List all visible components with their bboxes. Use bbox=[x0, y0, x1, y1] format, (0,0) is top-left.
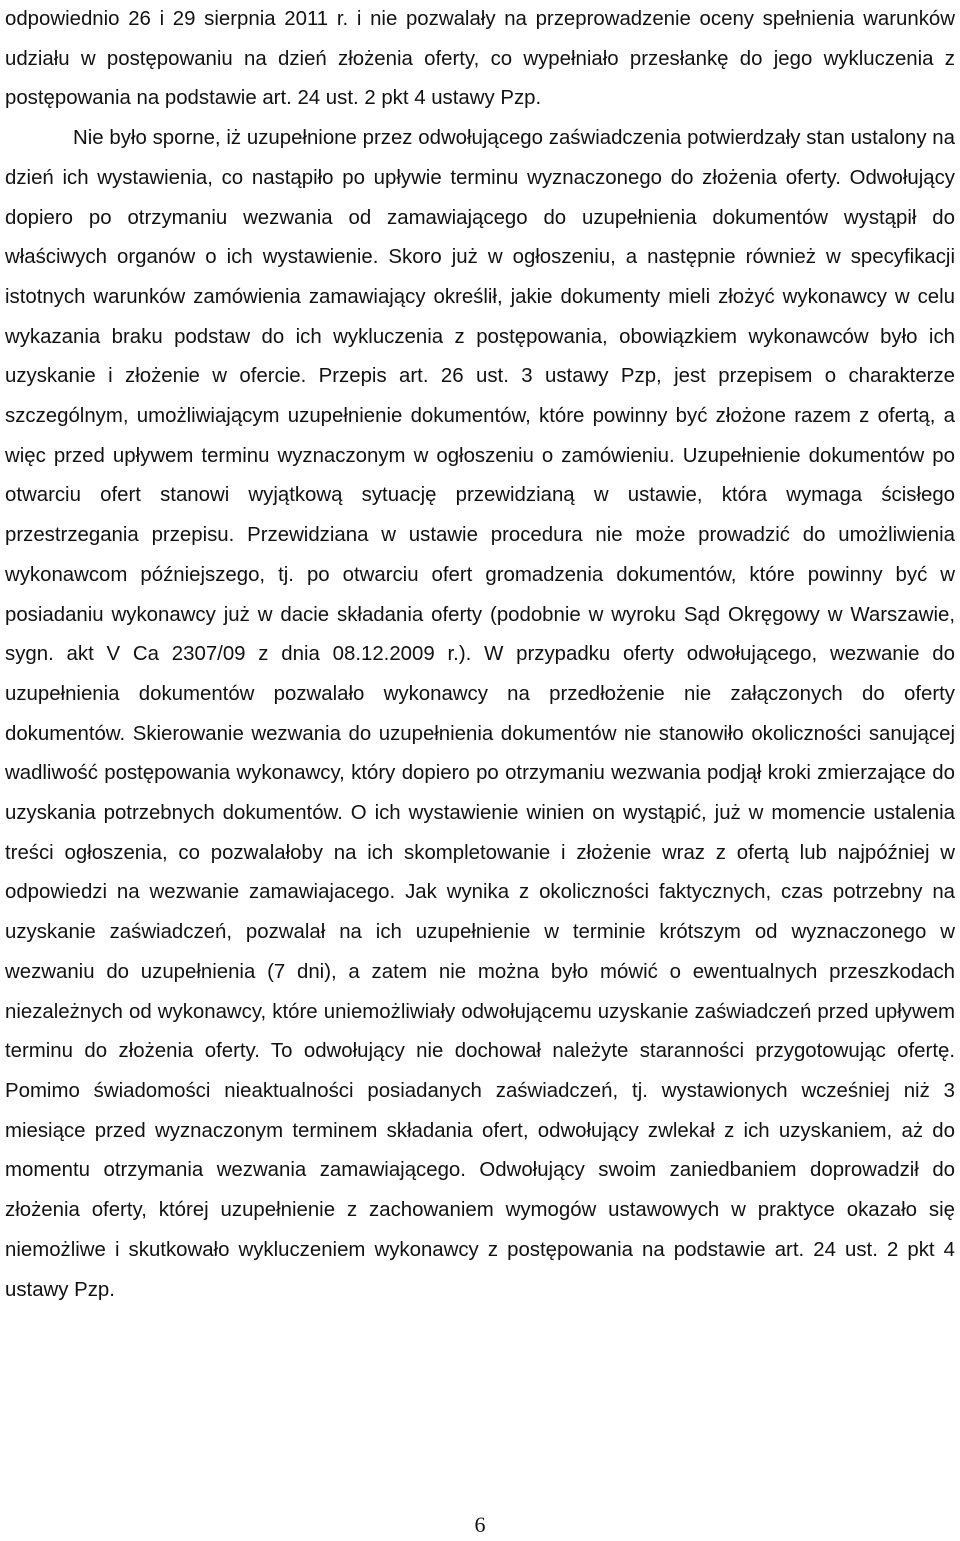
paragraph-main: Nie było sporne, iż uzupełnione przez odwołującego zaświadczenia potwierdzały stan ustalony na dzień ich wystawienia, co nastąpiło po upływie terminu wyznaczonego do złożenia oferty. Odwołujący dopiero po otrzymaniu wezwania od zamawiającego do uzupełnienia dokumentów wystąpił do właściwych organów o ich wystawienie. Skoro już w ogłoszeniu, a następnie również w specyfikacji istotnych warunków zamówienia zamawiający określił, jakie dokumenty mieli złożyć wykonawcy w celu wykazania braku podstaw do ich wykluczenia z postępowania, obowiązkiem wykonawców było ich uzyskanie i złożenie w ofercie. Przepis art. 26 ust. 3 ustawy Pzp, jest przepisem o charakterze szczególnym, umożliwiającym uzupełnienie dokumentów, które powinny być złożone razem z ofertą, a więc przed upływem terminu wyznaczonym w ogłoszeniu o zamówieniu. Uzupełnienie dokumentów po otwarciu ofert stanowi wyjątkową sytuację przewidzianą w ustawie, która wymaga ścisłego przestrzegania przepisu. Przewidziana w ustawie procedura nie może prowadzić do umożliwienia wykonawcom późniejszego, tj. po otwarciu ofert gromadzenia dokumentów, które powinny być w posiadaniu wykonawcy już w dacie składania oferty (podobnie w wyroku Sąd Okręgowy w Warszawie, sygn. akt V Ca 2307/09 z dnia 08.12.2009 r.). W przypadku oferty odwołującego, wezwanie do uzupełnienia dokumentów pozwalało wykonawcy na przedłożenie nie załączonych do oferty dokumentów. Skierowanie wezwania do uzupełnienia dokumentów nie stanowiło okoliczności sanującej wadliwość postępowania wykonawcy, który dopiero po otrzymaniu wezwania podjął kroki zmierzające do uzyskania potrzebnych dokumentów. O ich wystawienie winien on wystąpić, już w momencie ustalenia treści ogłoszenia, co pozwalałoby na ich skompletowanie i złożenie wraz z ofertą lub najpóźniej w odpowiedzi na wezwanie zamawiajacego. Jak wynika z okoliczności faktycznych, czas potrzebny na uzyskanie zaświadczeń, pozwalał na ich uzupełnienie w terminie krótszym od wyznaczonego w wezwaniu do uzupełnienia (7 dni), a zatem nie można było mówić o ewentualnych przeszkodach niezależnych od wykonawcy, które uniemożliwiały odwołującemu uzyskanie zaświadczeń przed upływem terminu do złożenia oferty. To odwołujący nie dochował należyte staranności przygotowując ofertę. Pomimo świadomości nieaktualności posiadanych zaświadczeń, tj. wystawionych wcześniej niż 3 miesiące przed wyznaczonym terminem składania ofert, odwołujący zwlekał z ich uzyskaniem, aż do momentu otrzymania wezwania zamawiającego. Odwołujący swoim zaniedbaniem doprowadził do złożenia oferty, której uzupełnienie z zachowaniem wymogów ustawowych w praktyce okazało się niemożliwe i skutkowało wykluczeniem wykonawcy z postępowania na podstawie art. 24 ust. 2 pkt 4 ustawy Pzp. bbox=[5, 127, 955, 1301]
paragraph-continuation: odpowiednio 26 i 29 sierpnia 2011 r. i nie pozwalały na przeprowadzenie oceny spełnienia warunków udziału w postępowaniu na dzień złożenia oferty, co wypełniało przesłankę do jego wykluczenia z postępowania na podstawie art. 24 ust. 2 pkt 4 ustawy Pzp. bbox=[5, 8, 955, 110]
body-text bbox=[5, 0, 955, 1310]
page-number: 6 bbox=[474, 1512, 486, 1537]
